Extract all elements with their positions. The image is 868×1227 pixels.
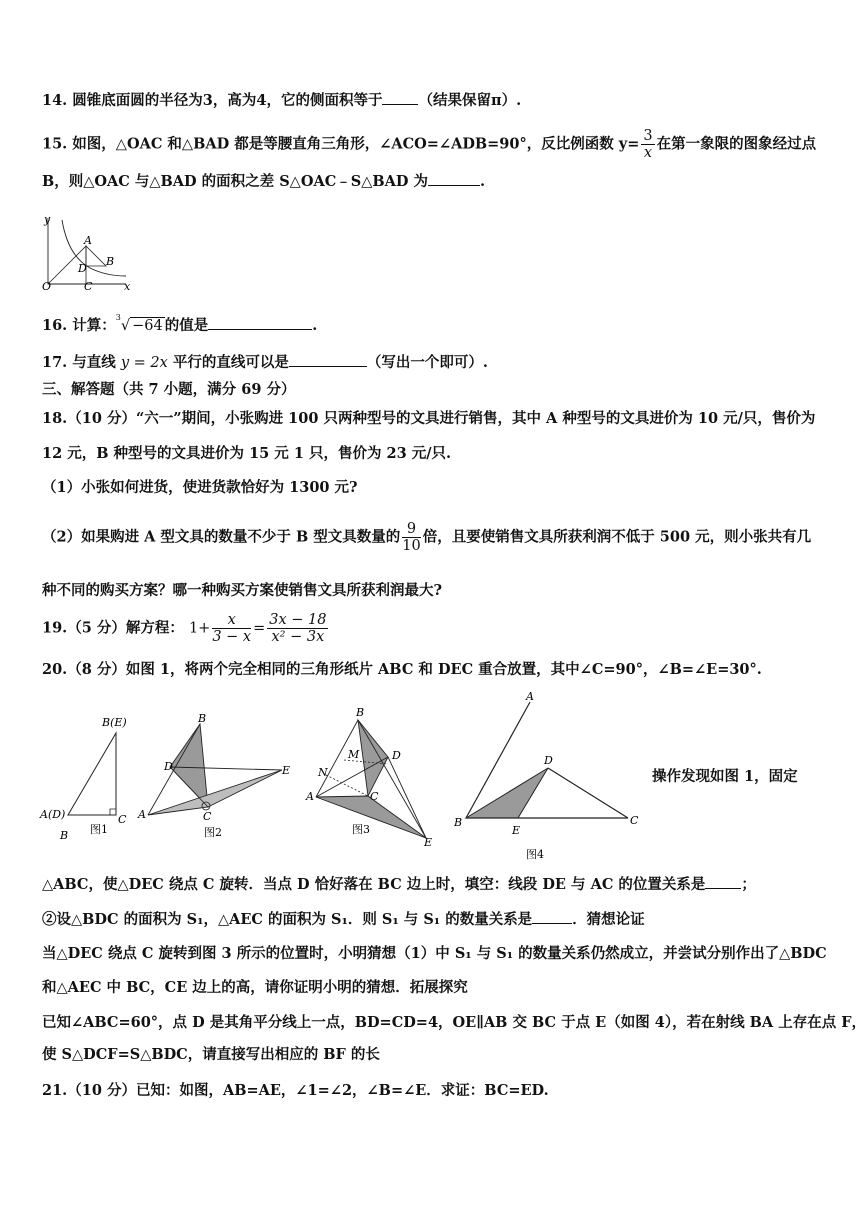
question-18-line1: 18.（10 分）“六一”期间，小张购进 100 只两种型号的文具进行销售，其中 A 种型号的文具进价为 10 元/只，售价为 bbox=[42, 410, 816, 427]
question-text-cont: 在第一象限的图象经过点 bbox=[656, 135, 817, 153]
question-number: 17. bbox=[42, 354, 68, 371]
figure-4 bbox=[448, 690, 648, 865]
label-ad: A(D) bbox=[40, 808, 66, 821]
question-15-line2 bbox=[42, 171, 485, 192]
label-c: C bbox=[118, 813, 127, 826]
q15-graph-figure bbox=[40, 213, 131, 293]
question-text: （2）如果购进 A 型文具的数量不少于 B 型文具数量的 bbox=[42, 528, 401, 546]
label-d: D bbox=[392, 749, 401, 762]
question-18-part1: （1）小张如何进货，使进货款恰好为 1300 元? bbox=[42, 479, 358, 496]
question-18-line2: 12 元，B 种型号的文具进价为 15 元 1 只，售价为 23 元/只. bbox=[42, 445, 452, 462]
fraction-3-over-x bbox=[641, 128, 654, 161]
figure-caption: 图3 bbox=[352, 823, 370, 836]
equation-lhs-const: 1+ bbox=[188, 620, 211, 637]
triangle-bdc-shaded bbox=[358, 720, 388, 796]
label-b: B bbox=[356, 706, 365, 719]
section-heading: 三、解答题（共 7 小题，满分 69 分） bbox=[42, 381, 296, 398]
fraction-denominator: x² − 3x bbox=[271, 629, 325, 645]
label-e: E bbox=[512, 824, 521, 837]
question-20-line2 bbox=[42, 874, 756, 895]
hyperbola-curve bbox=[62, 220, 126, 276]
triangle-bde-shaded bbox=[466, 768, 548, 818]
fraction-denominator: 10 bbox=[402, 538, 421, 554]
triangle-bad bbox=[86, 246, 106, 266]
label-be: B(E) bbox=[102, 716, 127, 729]
question-text: 与直线 bbox=[72, 354, 116, 371]
answer-blank[interactable] bbox=[428, 171, 480, 186]
question-text-cont: 的值是 bbox=[164, 316, 209, 334]
question-text: 计算： bbox=[72, 316, 116, 334]
question-tail: （写出一个即可）. bbox=[366, 354, 488, 371]
answer-blank[interactable] bbox=[289, 352, 367, 367]
question-text: ②设△BDC 的面积为 S₁，△AEC 的面积为 S₁．则 S₁ 与 S₁ 的数量关系是 bbox=[42, 911, 533, 928]
label-d: D bbox=[164, 760, 173, 773]
triangle-abc bbox=[68, 733, 116, 815]
question-20-line3 bbox=[42, 909, 645, 930]
question-18-part2 bbox=[42, 521, 811, 554]
equals-sign: = bbox=[253, 620, 266, 637]
question-15-line1 bbox=[42, 128, 816, 161]
label-c: C bbox=[630, 814, 639, 827]
answer-blank[interactable] bbox=[532, 909, 572, 924]
right-angle-mark bbox=[110, 809, 116, 815]
question-18-line5: 种不同的购买方案？哪一种购买方案使销售文具所获利润最大? bbox=[42, 582, 442, 599]
answer-blank[interactable] bbox=[208, 315, 312, 330]
figure-3 bbox=[302, 702, 442, 852]
fraction-rhs bbox=[267, 612, 328, 645]
figure-caption: 图2 bbox=[204, 826, 222, 839]
label-b: B bbox=[454, 816, 463, 829]
label-b: B bbox=[198, 712, 207, 725]
question-tail: . bbox=[480, 173, 486, 190]
question-20-line4: 当△DEC 绕点 C 旋转到图 3 所示的位置时，小明猜想（1）中 S₁ 与 S₁ 的数量关系仍然成立，并尝试分别作出了△BDC bbox=[42, 945, 827, 962]
fraction-numerator: 3 bbox=[643, 128, 653, 144]
radical-sign: √ bbox=[120, 317, 131, 334]
fraction-denominator: 3 − x bbox=[212, 629, 252, 645]
question-20-side-note: 操作发现如图 1，固定 bbox=[652, 768, 798, 785]
figure-2 bbox=[136, 712, 296, 842]
height-an bbox=[326, 775, 368, 796]
fraction-9-over-10 bbox=[402, 521, 420, 554]
label-b: B bbox=[60, 829, 69, 842]
label-m: M bbox=[348, 748, 360, 761]
question-19 bbox=[42, 612, 330, 645]
question-text: 19.（5 分）解方程： bbox=[42, 619, 184, 637]
question-14 bbox=[42, 90, 521, 111]
question-number: 15. bbox=[42, 135, 68, 153]
fraction-x-over-3-minus-x bbox=[212, 612, 251, 645]
question-21: 21.（10 分）已知：如图，AB=AE，∠1=∠2，∠B=∠E．求证：BC=ED. bbox=[42, 1082, 549, 1099]
question-text: △ABC，使△DEC 绕点 C 旋转．当点 D 恰好落在 BC 边上时，填空：线段 DE 与 AC 的位置关系是 bbox=[42, 876, 706, 893]
label-o: O bbox=[42, 280, 52, 293]
question-text: 如图，△OAC 和△BAD 都是等腰直角三角形，∠ACO=∠ADB=90°，反比例函数 y= bbox=[72, 135, 640, 153]
fraction-numerator: x bbox=[212, 612, 251, 629]
line-equation: y = 2x bbox=[120, 355, 168, 371]
cube-root-expression bbox=[116, 312, 165, 336]
question-16 bbox=[42, 312, 317, 336]
question-tail: ．猜想论证 bbox=[572, 911, 645, 928]
triangle-bdc-shaded bbox=[170, 724, 208, 807]
label-a: A bbox=[526, 690, 534, 703]
label-x: x bbox=[124, 280, 131, 293]
label-y: y bbox=[44, 213, 51, 226]
fraction-numerator: 9 bbox=[402, 521, 420, 538]
question-17 bbox=[42, 352, 488, 373]
radical-index: 3 bbox=[115, 313, 121, 322]
question-text: 圆锥底面圆的半径为3，高为4，它的侧面积等于 bbox=[72, 92, 383, 109]
question-20-line1: 20.（8 分）如图 1，将两个完全相同的三角形纸片 ABC 和 DEC 重合放置，其中∠C=90°，∠B=∠E=30°. bbox=[42, 661, 762, 678]
question-text-cont: 倍，且要使销售文具所获利润不低于 500 元，则小张共有几 bbox=[422, 528, 812, 546]
radicand: −64 bbox=[132, 317, 163, 334]
question-20-line7: 使 S△DCF=S△BDC，请直接写出相应的 BF 的长 bbox=[42, 1046, 380, 1063]
question-20-line6: 已知∠ABC=60°，点 D 是其角平分线上一点，BD=CD=4，OE∥AB 交 BC 于点 E（如图 4），若在射线 BA 上存在点 F， bbox=[42, 1014, 867, 1031]
label-c: C bbox=[203, 810, 212, 823]
label-a: A bbox=[306, 790, 314, 803]
figure-1 bbox=[40, 715, 140, 840]
fraction-numerator: 3x − 18 bbox=[269, 612, 327, 628]
question-tail: ； bbox=[741, 876, 756, 893]
label-d: D bbox=[544, 754, 553, 767]
answer-blank[interactable] bbox=[382, 90, 418, 105]
label-n: N bbox=[318, 766, 328, 779]
question-number: 16. bbox=[42, 316, 68, 334]
figure-caption: 图4 bbox=[526, 848, 544, 861]
question-text: B，则△OAC 与△BAD 的面积之差 S△OAC﹣S△BAD 为 bbox=[42, 173, 428, 190]
question-tail: . bbox=[312, 316, 318, 334]
label-a: A bbox=[84, 234, 92, 247]
label-e: E bbox=[424, 836, 433, 849]
label-e: E bbox=[282, 764, 291, 777]
segment-dc bbox=[548, 768, 628, 818]
answer-blank[interactable] bbox=[705, 874, 741, 889]
question-text-cont: 平行的直线可以是 bbox=[172, 354, 289, 371]
triangle-aec-shaded bbox=[148, 770, 282, 815]
label-c: C bbox=[84, 280, 93, 293]
label-c: C bbox=[370, 790, 379, 803]
label-d: D bbox=[78, 262, 87, 275]
label-a: A bbox=[138, 808, 146, 821]
question-20-line5: 和△AEC 中 BC，CE 边上的高，请你证明小明的猜想．拓展探究 bbox=[42, 979, 468, 996]
question-number: 14. bbox=[42, 92, 68, 109]
fraction-denominator: x bbox=[643, 145, 653, 161]
figure-caption: 图1 bbox=[90, 823, 108, 836]
question-tail: （结果保留π）. bbox=[418, 92, 522, 109]
label-b: B bbox=[106, 255, 115, 268]
